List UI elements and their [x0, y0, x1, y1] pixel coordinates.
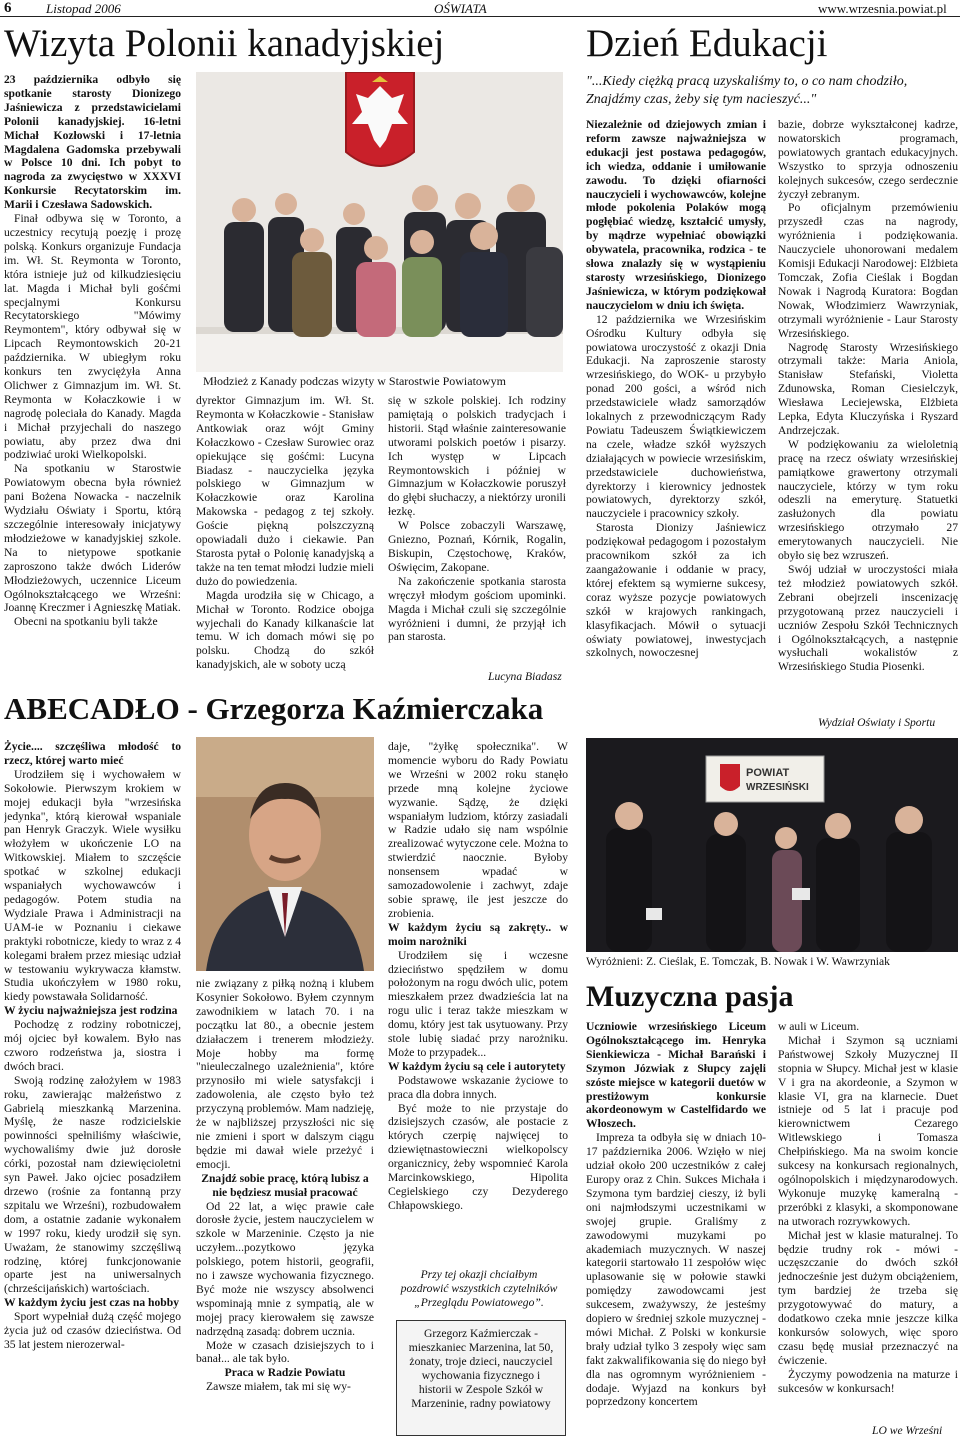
- abecadlo-greeting: Przy tej okazji chciałbym pozdrowić wszystkich czytelników „Przeglądu Powiatowego”.: [400, 1268, 558, 1309]
- abecadlo-block: Sport wypełniał dużą część mojego życia już od czasów dzieciństwa. Od 35 lat jestem nierozerwal-: [4, 1310, 181, 1351]
- polonia-paragraph: Na zakończenie spotkania starosta wręczył młodym gościom upominki. Magda i Michał czuli się szczególnie wyróżnieni i dumni, że przyjął ich pan starosta.: [388, 574, 566, 644]
- paper-name: OŚWIATA: [434, 1, 487, 16]
- polonia-column-1: [4, 73, 181, 681]
- abecadlo-block: Swoją rodzinę założyłem w 1983 roku, zawierając małżeństwo z Gabrielą mieszkanką Marzenina. Myślę, że nasze rodzicielskie powinności spełniliśmy właściwie, wychowaliśmy dwie już dorosłe córki, pozostał nam dziewięcioletni syn Paweł. Jako ojciec posadziłem drzewo (rośnie za fontanną przy szpitalu we Wrześni), rozbudowałem dom, a ostatnie zadanie wykonałem w 1997 roku, kiedy urodził się syn. Uważam, że stanowimy szczęśliwą rodzinę, której funkcjonowanie oparte jest na uniwersalnych (chrześcijańskich) wartościach.: [4, 1073, 181, 1296]
- abecadlo-column-2: [196, 977, 374, 1443]
- header-rule: [0, 16, 960, 17]
- muzyczna-paragraph: Michał i Szymon są uczniami Państwowej Szkoły Muzycznej II stopnia w Słupcy. Michał jest w klasie V i gra na akordeonie, a Szymon w klasie VI, gra na klarnecie. Duet istnieje od 5 lat i pracuje pod kierownictwem Cezarego Witlewskiego i Tomasza Chełpińskiego. Ma na swoim koncie sukcesy na konkursach regionalnych, ogólnopolskich i międzynarodowych. Wykonuje muzykę kameralną - przeróbki z klasyki, a skomponowane na utworach rozrywkowych.: [778, 1033, 958, 1228]
- abecadlo-block: Od 22 lat, a więc prawie całe dorosłe życie, jestem nauczycielem w szkole w Marzeninie. Często ja nie uczyłem...pozytkowo języka polskiego, potem historii, geografii, no i zawsze wychowania fizycznego. Być może nie wszyscy absolwenci wspominają mnie z sympatią, ale w mojej pracy kierowałem się zawsze nadrzędną zasadą: dobrem ucznia.: [196, 1199, 374, 1338]
- eagle-emblem-icon: [346, 72, 414, 166]
- edukacja-paragraph: Swój udział w uroczystości miała też młodzież powiatowych szkół. Zebrani obejrzeli inscenizację przygotowaną przez nauczycieli i uczniów Zespołu Szkół Technicznych i Ogólnokształcących, a następnie wysłuchali wokalistów z Wrzesińskiego Studia Piosenki.: [778, 563, 958, 674]
- portrait-photo: [196, 737, 374, 971]
- muzyczna-paragraph: w auli w Liceum.: [778, 1020, 860, 1033]
- abecadlo-block: Podstawowe wskazanie życiowe to praca dla dobra innych.: [388, 1073, 568, 1101]
- abecadlo-block: Zawsze miałem, tak mi się wy-: [206, 1380, 351, 1394]
- abecadlo-block: daje, "żyłkę społecznika". W momencie wyboru do Rady Powiatu we Wrześni w 2002 roku stanęło przede mną kolejne życiowe wyzwanie. Sądzę, że dzięki wspaniałym ludziom, którzy zasiadali w Radzie udało się nam wspólnie zrealizować wytyczone cele. Można to stwierdzić naocznie. Byłoby nonsensem wpadać w samozadowolenie i zachwyt, zdaje sobie sprawę, ile jest jeszcze do zrobienia.: [388, 740, 568, 920]
- edukacja-paragraph: Starosta Dionizy Jaśniewicz podziękował pedagogom i pozostałym pracownikom szkół za ich zaangażowanie i oddanie w pracy, której efektem są wymierne sukcesy, coraz wyższe pozycje powiatowych szkół w krajowych rankingach, klasyfikacjach. Mówił o sytuacji oświaty powiatowej, inwestycjach szkolnych, nowoczesnej: [586, 521, 766, 660]
- photo-sign-line: WRZESIŃSKI: [746, 782, 809, 793]
- muzyczna-column-2: [778, 1020, 958, 1420]
- abecadlo-column-3: [388, 740, 568, 1230]
- abecadlo-block: Może w czasach dzisiejszych to i banał... ale tak było.: [196, 1338, 374, 1366]
- abecadlo-title: ABECADŁO - Grzegorza Kaźmierczaka: [4, 691, 544, 726]
- abecadlo-block: [4, 1004, 181, 1018]
- abecadlo-block: Urodziłem się i wczesne dzieciństwo spędziłem w domu położonym na rogu dwóch ulic, potem mieszkałem przez dwadzieścia lat na rogu ulic i teraz także mieszkam w domu, który jest tak usytuowany. Przy stole lubię siadać przy narożniku. Może to przypadek...: [388, 948, 568, 1059]
- abecadlo-column-1: [4, 740, 181, 1442]
- abecadlo-block: Pochodzę z rodziny robotniczej, mój ojciec był kowalem. Było nas czworo rodzeństwa ja, siostra i dwóch braci.: [4, 1018, 181, 1073]
- edukacja-column-1: [586, 118, 766, 730]
- muzyczna-column-1: [586, 1020, 766, 1443]
- abecadlo-block: [4, 740, 181, 768]
- abecadlo-block: Urodziłem się i wychowałem w Sokołowie. Pierwszym krokiem w mojej edukacji była "wrzesińska jedynka", którą kierował wspaniale pan Henryk Graczyk. Wiele wysiłku włożyłem w ukończenie LO na Witkowskiej. Miałem to szczęście spotkać w szkolnej edukacji wspaniałych wychowawców i pedagogów. Potem studia na Wydziale Prawa i Administracji na UAM-ie w Poznaniu i ciekawe praktyki robotnicze, kiedy to wraz z 4 kolegami brałem przez miesiąc udział w testowaniu wykrywacza kłamstw. Studia ukończyłem w 1980 roku, kiedy powstawała Solidarność.: [4, 767, 181, 1004]
- edukacja-lead: Niezależnie od dziejowych zmian i reform zawsze najważniejsza w edukacji jest postawa pedagogów, ich wiedza, oddanie i umiłowanie zawodu. To dzięki ofiarności nauczycieli i wychowawców, kolejne młode pokolenia Polaków mogą pogłębiać wiedzę, kształcić umysły, by mądrze wypełniać obowiązki obywatela, pracownika, rodzica - te słowa znalazły się w wystąpieniu starosty wrzesińskiego, Dionizego Jaśniewicza, w którym podziękował nauczycielom w dniu ich święta.: [586, 118, 766, 312]
- polonia-lead: 23 października odbyło się spotkanie starosty Dionizego Jaśniewicza z przedstawicielami Polonii kanadyjskiej. 16-letni Michał Kozłowski i 17-letnia Magdalena Gadomska przebywali w Polsce 10 dni. Ich pobyt to nagroda za zwycięstwo w XXXVI Konkursie Recytatorskim im. Marii i Czesława Sadowskich.: [4, 73, 181, 212]
- abecadlo-block: [196, 1366, 374, 1380]
- muzyczna-paragraph: Michał jest w klasie maturalnej. To będzie trudny rok - mówi - uczęszczanie do dwóch szkół jednocześnie jest dużym obciążeniem, tym bardziej że trzeba się przygotowywać do matury, a dodatkowo czeka mnie jeszcze kilka konkursów solowych, więc sporo czasu będę musiał przeznaczyć na ćwiczenie.: [778, 1228, 958, 1367]
- edukacja-column-2: [778, 118, 958, 710]
- group-photo: [196, 72, 563, 372]
- polonia-paragraph: Magda urodziła się w Chicago, a Michał w Toronto. Rodzice obojga wyjechali do Kanady kilkanaście lat temu. W ich domach mówi się po polsku. Chodzą do szkół kanadyjskich, ale w soboty uczą: [196, 588, 374, 672]
- edukacja-paragraph: Nagrodę Starosty Wrzesińskiego otrzymali także: Maria Aniola, Stanisław Stefański, Violetta Zdunowska, Roman Ciesielczyk, Wiesława Leciejewska, Elżbieta Lepka, Edyta Kluczyńska i Ryszard Andrzejczak.: [778, 340, 958, 437]
- abecadlo-block: Być może to nie przystaje do dzisiejszych czasów, ale postacie z których czerpię najwięcej to dziewiętnastowieczni wielkopolscy organicznicy, żeby wspomnieć Karola Marcinkowskiego, Hipolita Cegielskiego czy Dezyderego Chłapowskiego.: [388, 1101, 568, 1212]
- polonia-paragraph: W Polsce zobaczyli Warszawę, Gniezno, Poznań, Kórnik, Rogalin, Biskupin, Częstochowę, Kraków, Oświęcim, Zakopane.: [388, 519, 566, 574]
- muzyczna-lead: Uczniowie wrzesińskiego Liceum Ogólnokształcącego im. Henryka Sienkiewicza - Michał Barański i Szymon Józwiak z Słupcy zajęli szóste miejsce w kategorii duetów w prestiżowym konkursie akordeonowym w Castelfidardo we Włoszech.: [586, 1020, 766, 1131]
- abecadlo-block: [4, 1296, 181, 1310]
- polonia-paragraph: się w szkole polskiej. Ich rodziny pamiętają o polskich tradycjach i historii. Stąd właśnie zainteresowanie utworami polskich poetów i pisarzy. Ich występ w Lipcach Reymontowskich i później w Gimnazjum w Kołaczkowie poruszył do głębi słuchaczy, a niektórzy uronili łezkę.: [388, 394, 566, 519]
- polonia-paragraph: Na spotkaniu w Starostwie Powiatowym obecna była również pani Bożena Nowacka - naczelnik Wydziału Oświaty i Sportu, którą szczególnie interesowały inicjatywy młodzieżowe w kanadyjskiej szkole. Na to nietypowe spotkanie zaproszono także dwóch Liderów Młodzieżowych, uczennice Liceum Ogólnokształcącego we Wrześni: Joannę Kreczmer i Agnieszkę Matiak.: [4, 462, 181, 615]
- abecadlo-block: [388, 1060, 568, 1074]
- portrait-drawing: [196, 737, 374, 971]
- polonia-paragraph: dyrektor Gimnazjum im. Wł. St. Reymonta w Kołaczkowie - Stanisław Antkowiak oraz wójt Gminy Kołaczkowo - Czesław Surowiec oraz opiekujące się gośćmi: Lucyna Biadasz - nauczycielka języka polskiego w Gimnazjum w Kołaczkowie oraz Karolina Makowska - pedagog z tej szkoły. Goście piękną polszczyzną opowiadali dużo i ciekawie. Pan Starosta pytał o Polonię kanadyjską a także na ten temat młodzi ludzie mieli dużo do powiedzenia.: [196, 394, 374, 588]
- polonia-paragraph: Finał odbywa się w Toronto, a uczestnicy recytują poezję i prozę polską. Konkurs organizuje Fundacja im. Wł. St. Reymonta w Toronto, która istnieje już od kilkudziesięciu lat. Magda i Michał byli gośćmi specjalnymi Konkursu Recytatorskiego "Mówimy Reymontem", który odbywał się w Lipcach Reymontowskich 20-21 października. W ubiegłym roku konkurs ten zwyciężyła Anna Olichwer z Gimnazjum im. Wł. St. Reymonta w Kołaczkowie i w nagrodę poleciała do Kanady. Magda i Michał przyjechali do naszego powiatu, aby przez dwa dni podziwiać uroki Wielkopolski.: [4, 212, 181, 462]
- edukacja-paragraph: W podziękowaniu za wieloletnią pracę na rzecz oświaty wrzesińskiej pamiątkowe grawertony otrzymali nauczyciele, którzy w tym roku odeszli na emeryturę. Statuetki zasłużonych dla powiatu wrzesińskiego otrzymało 27 emerytowanych nauczycieli. Nie obyło się bez wzruszeń.: [778, 437, 958, 563]
- page-number: 6: [4, 0, 12, 16]
- polonia-paragraph: Obecni na spotkaniu byli także: [14, 615, 158, 629]
- abecadlo-heading: W każdym życiu jest czas na hobby: [4, 1296, 179, 1310]
- abecadlo-block: [196, 1172, 374, 1200]
- polonia-column-3: [388, 394, 566, 666]
- group-photo-caption: Młodzież z Kanady podczas wizyty w Starostwie Powiatowym: [203, 374, 506, 388]
- awards-photo-drawing: [586, 738, 958, 952]
- abecadlo-heading: Znajdź sobie pracę, którą lubisz a nie będziesz musiał pracować: [201, 1171, 369, 1199]
- abecadlo-heading: W życiu najważniejsza jest rodzina: [4, 1004, 178, 1018]
- abecadlo-heading: Praca w Radzie Powiatu: [224, 1366, 346, 1380]
- abecadlo-heading: W każdym życiu są cele i autorytety: [388, 1059, 566, 1073]
- muzyczna-paragraph: Impreza ta odbyła się w dniach 10-17 października 2006. Wzięło w niej udział około 200 uczestników z całej Europy oraz z Chin. Sukces Michała i Szymona tym bardziej cieszy, iż byli oni najmłodszymi uczestnikami w swojej grupie. Graliśmy z zawodowymi muzykami po akademiach muzycznych. W naszej kategorii startowało 11 zespołów więc uplasowanie się w połowie stawki pomiędzy zawodowcami jest sukcesem, zważywszy, że jesteśmy dopiero w średniej szkole muzycznej - mówi Michał. Z Polski w konkursie brały udział tylko 3 zespoły więc sam fakt zakwalifikowania się do niego był dla nas ogromnym wyróżnieniem - dodaje. Wyjazd na konkurs był poprzedzony koncertem: [586, 1131, 766, 1409]
- site-url[interactable]: www.wrzesnia.powiat.pl: [818, 1, 947, 16]
- muzyczna-author: LO we Wrześni: [872, 1424, 943, 1437]
- group-photo-drawing: [196, 72, 563, 372]
- edukacja-paragraph: 12 października we Wrzesińskim Ośrodku Kultury odbyła się powiatowa uroczystość z okazji Dnia Edukacji. Na zaproszenie starosty wrzesińskiego, do WOK- u przybyło ponad 200 gości, a wśród nich przedstawiciele władz samorządów lokalnych z przewodniczącym Rady Powiatu Tadeuszem Świątkiewiczem na czele, władze szkół wyższych działających w powiecie wrzesińskim, przedstawiciele duchowieństwa, dyrektorzy i kierownicy jednostek powiatowych, dyrektorzy szkół, nauczyciele i pracownicy szkoły.: [586, 312, 766, 521]
- awards-photo-caption: Wyróżnieni: Z. Cieślak, E. Tomczak, B. Nowak i W. Wawrzyniak: [586, 955, 890, 968]
- muzyczna-title: Muzyczna pasja: [586, 980, 794, 1013]
- polonia-title: Wizyta Polonii kanadyjskiej: [4, 22, 445, 65]
- photo-sign-line: POWIAT: [746, 767, 790, 779]
- polonia-author: Lucyna Biadasz: [488, 670, 562, 683]
- abecadlo-block: [388, 921, 568, 949]
- abecadlo-heading: Życie.... szczęśliwa młodość to rzecz, której warto mieć: [4, 740, 181, 767]
- abecadlo-heading: W każdym życiu są zakręty.. w moim narożniki: [388, 920, 568, 948]
- muzyczna-paragraph: Życzymy powodzenia na maturze i sukcesów w konkursach!: [778, 1367, 958, 1395]
- abecadlo-block: nie związany z piłką nożną i klubem Kosynier Sokołowo. Byłem czynnym zawodnikiem w latach 70. i na początku lat 80., a obecnie jestem działaczem i trenerem młodzieży. Moje hobby ma formę "nieuleczalnego uzależnienia", które przynosiło mi wiele satysfakcji i zadowolenia, ale często było też przyczyną problemów. Mam nadzieję, że w najbliższej przyszłości nic się nie zmieni i sport w dalszym ciągu będzie mi dawał wiele przeżyć i emocji.: [196, 977, 374, 1171]
- awards-photo: [586, 738, 958, 952]
- edukacja-paragraph: Po oficjalnym przemówieniu przyszedł czas na nagrody, wyróżnienia i podziękowania. Nauczyciele uhonorowani medalem Komisji Edukacji Narodowej: Elżbieta Tomczak, Zofia Cieślak i Bogdan Nowak i Nagrodą Kuratora: Bogdan Nowak, Włodzimierz Wawrzyniak, otrzymali wyróżnienie - Laur Starosty Wrzesińskiego.: [778, 201, 958, 340]
- edukacja-title: Dzień Edukacji: [586, 22, 828, 65]
- edukacja-author: Wydział Oświaty i Sportu: [818, 716, 936, 729]
- edukacja-paragraph: bazie, dobrze wykształconej kadrze, nowatorskich programach, powiatowych grantach edukacyjnych. Wszystko to sprzyja odnoszeniu kolejnych sukcesów, czego serdecznie życzył zebranym.: [778, 118, 958, 201]
- edukacja-quote: "...Kiedy ciężką pracą uzyskaliśmy to, o co nam chodziło, Znajdźmy czas, żeby się tym nacieszyć...": [586, 74, 908, 107]
- polonia-column-2: [196, 394, 374, 686]
- bio-box: Grzegorz Kaźmierczak - mieszkaniec Marzenina, lat 50, żonaty, troje dzieci, nauczyciel wychowania fizycznego i historii w Zespole Szkół w Marzeninie, radny powiatowy: [396, 1320, 566, 1436]
- issue-date: Listopad 2006: [46, 1, 121, 16]
